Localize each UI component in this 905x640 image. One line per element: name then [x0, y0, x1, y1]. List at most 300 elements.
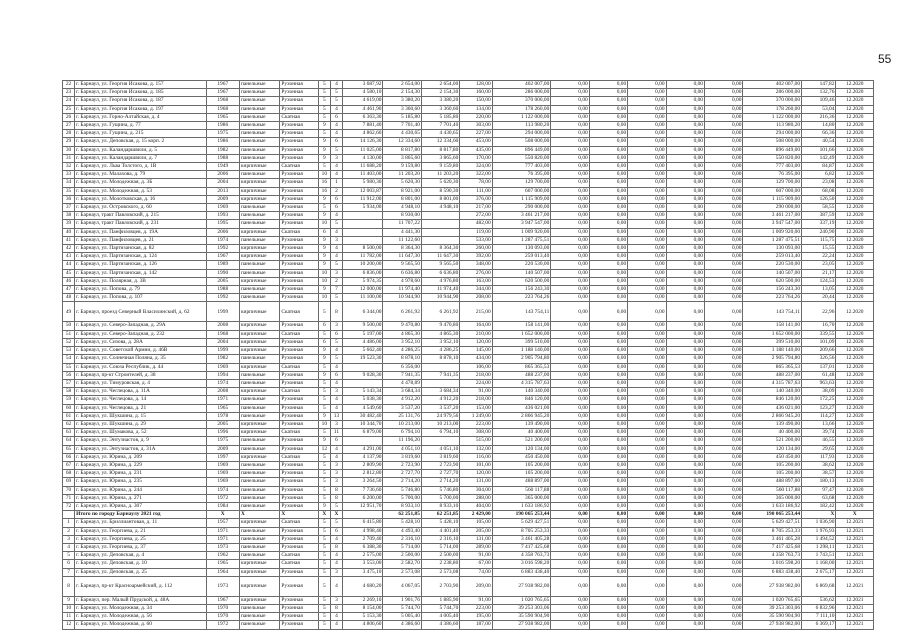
cell-year: 1995 [206, 220, 239, 228]
cell-c4: 0,00 [666, 470, 704, 478]
cell-floors: 9 [318, 154, 330, 162]
cell-area_res2: 1 885,90 [421, 596, 459, 604]
cell-c5: 0,00 [705, 527, 743, 535]
cell-address: г. Барнаул, пр-кт Красноармейский, д. 112 [75, 576, 206, 596]
cell-area_res: 3 684,34 [383, 388, 421, 396]
cell-entrances: 4 [330, 171, 342, 179]
cell-c4: 0,00 [666, 613, 704, 621]
cell-cost_total: 130 093,00 [492, 245, 551, 253]
cell-address: г. Барнаул, ул. Панфиловцев, д. 21 [75, 236, 206, 244]
cell-residents: 131,00 [460, 535, 492, 543]
cell-year_plan: 12.2020 [836, 470, 874, 478]
cell-walls: кирпичные [239, 453, 279, 461]
cell-address: г. Барнаул, ул. Юрина, д. 235 [75, 478, 206, 486]
cell-c5: 0,00 [705, 89, 743, 97]
cell-c6: 1 633 186,92 [743, 502, 802, 510]
cell-area_res2: 2 654,00 [421, 81, 459, 89]
cell-c6: 1 287 475,51 [743, 236, 802, 244]
cell-fund: Скатная [280, 228, 318, 236]
cell-cost_total: 1 633 186,92 [492, 502, 551, 510]
cell-c6: 402 007,00 [743, 81, 802, 89]
cell-c3: 0,00 [628, 130, 666, 138]
cell-area_res2 [421, 236, 459, 244]
cell-residents: 195,00 [460, 613, 492, 621]
cell-floors: 5 [318, 568, 330, 576]
cell-walls: панельные [239, 138, 279, 146]
cell-area_total: 8 154,00 [343, 604, 383, 612]
cell-c7: 963,63 [802, 379, 836, 387]
cell-c4: 0,00 [666, 560, 704, 568]
cell-entrances: 4 [330, 347, 342, 355]
table-row [63, 212, 874, 220]
cell-c4: 0,00 [666, 163, 704, 171]
cell-fund: Рухонная [280, 338, 318, 346]
cell-entrances: 4 [330, 396, 342, 404]
cell-year_plan: 12.2020 [836, 371, 874, 379]
cell-fund: Рухонная [280, 130, 318, 138]
cell-walls: кирпичные [239, 338, 279, 346]
cell-num: 4 [63, 543, 75, 551]
cell-c4: 0,00 [666, 568, 704, 576]
cell-c7: 1 298,11 [802, 543, 836, 551]
cell-cost_total: 607 000,00 [492, 187, 551, 195]
cell-area_res: 5 620,30 [383, 179, 421, 187]
cell-area_total: 11 782,00 [343, 253, 383, 261]
cell-c6: 865 365,53 [743, 363, 802, 371]
cell-residents: 324,00 [460, 163, 492, 171]
cell-residents: 160,00 [460, 89, 492, 97]
cell-c2: 0,00 [589, 294, 627, 302]
cell-c1: 0,00 [551, 261, 589, 269]
cell-year: 1974 [206, 379, 239, 387]
cell-year_plan: 12.2020 [836, 171, 874, 179]
cell-c4: 0,00 [666, 379, 704, 387]
cell-area_res: 8 933,10 [383, 502, 421, 510]
table-row [63, 253, 874, 261]
table-row [63, 302, 874, 322]
cell-c6: 290 000,00 [743, 204, 802, 212]
cell-c1: 0,00 [551, 220, 589, 228]
cell-residents: 348,00 [460, 261, 492, 269]
cell-num: 30 [63, 146, 75, 154]
cell-c3: 0,00 [628, 105, 666, 113]
cell-c7: X [802, 511, 836, 519]
cell-fund: Скатная [280, 388, 318, 396]
cell-area_total: 6 415,80 [343, 519, 383, 527]
cell-walls: панельные [239, 379, 279, 387]
cell-area_res: 2 654,00 [383, 81, 421, 89]
cell-cost_total: 865 365,53 [492, 363, 551, 371]
cell-year_plan: 12.2020 [836, 388, 874, 396]
cell-entrances: 4 [330, 81, 342, 89]
cell-c6: 259 013,40 [743, 253, 802, 261]
cell-c5: 0,00 [705, 396, 743, 404]
cell-c4: 0,00 [666, 220, 704, 228]
cell-walls: кирпичные [239, 322, 279, 330]
cell-address: г. Барнаул, проезд Северный Власихинский, д. 62 [75, 302, 206, 322]
cell-cost_total: 286 000,00 [492, 89, 551, 97]
cell-area_res: 1 901,76 [383, 596, 421, 604]
cell-residents: 163,00 [460, 277, 492, 285]
cell-c7: 216,36 [802, 113, 836, 121]
cell-c5: 0,00 [705, 560, 743, 568]
cell-year_plan: 12.2020 [836, 154, 874, 162]
cell-area_res: 2 316,10 [383, 535, 421, 543]
cell-area_res: 5 185,80 [383, 113, 421, 121]
cell-address: г. Барнаул, ул. Юрина, д. 231 [75, 470, 206, 478]
cell-year_plan: 12.2020 [836, 502, 874, 510]
cell-address: г. Барнаул, ул. Молодежная, д. 60 [75, 621, 206, 629]
cell-c3: 0,00 [628, 404, 666, 412]
cell-c5: 0,00 [705, 228, 743, 236]
cell-residents: 132,00 [460, 445, 492, 453]
cell-area_res2: 2 316,10 [421, 535, 459, 543]
cell-c6: 1 020 765,65 [743, 596, 802, 604]
cell-walls: панельные [239, 543, 279, 551]
cell-c4: 0,00 [666, 338, 704, 346]
cell-area_total: 5 980,30 [343, 179, 383, 187]
cell-residents: 223,00 [460, 420, 492, 428]
table-row [63, 568, 874, 576]
cell-cost_total: 223 764,26 [492, 294, 551, 302]
cell-c1: 0,00 [551, 245, 589, 253]
cell-address: г. Барнаул, ул. Чеглецова, д. 11А [75, 388, 206, 396]
cell-area_res2: 2 500,00 [421, 552, 459, 560]
cell-c7: 22,96 [802, 302, 836, 322]
cell-fund: Рухонная [280, 105, 318, 113]
cell-num: 40 [63, 228, 75, 236]
cell-c6: 1 652 000,00 [743, 330, 802, 338]
cell-c1: 0,00 [551, 453, 589, 461]
cell-c4: 0,00 [666, 113, 704, 121]
cell-floors: 5 [318, 470, 330, 478]
cell-c6: 105 200,00 [743, 461, 802, 469]
cell-fund: Рухонная [280, 347, 318, 355]
cell-year_plan: 12.2021 [836, 527, 874, 535]
cell-area_res: 4 430,65 [383, 130, 421, 138]
cell-residents: 288,00 [460, 494, 492, 502]
cell-c3: 0,00 [628, 146, 666, 154]
table-row [63, 388, 874, 396]
cell-address: г. Барнаул, ул. Георгия Исакова, д. 157 [75, 81, 206, 89]
cell-c6: 40 400,00 [743, 429, 802, 437]
cell-c7: 137,01 [802, 363, 836, 371]
cell-address: г. Барнаул, ул. Молодежная, д. 53 [75, 187, 206, 195]
cell-area_res: 8 921,00 [383, 187, 421, 195]
cell-area_res2: 2 573,08 [421, 568, 459, 576]
cell-c2: 0,00 [589, 220, 627, 228]
cell-entrances: 5 [330, 502, 342, 510]
cell-year: 1971 [206, 535, 239, 543]
cell-walls: панельные [239, 445, 279, 453]
cell-fund: Скатная [280, 113, 318, 121]
cell-c2: 0,00 [589, 363, 627, 371]
cell-area_total: 11 912,00 [343, 195, 383, 203]
cell-num: 51 [63, 330, 75, 338]
cell-residents: 210,00 [460, 330, 492, 338]
cell-address: г. Барнаул, ул. Льва Толстого, д. 1В [75, 163, 206, 171]
cell-walls: кирпичные [239, 347, 279, 355]
cell-c5: 0,00 [705, 236, 743, 244]
cell-year_plan: 12.2021 [836, 568, 874, 576]
cell-num: 69 [63, 478, 75, 486]
cell-entrances: 4 [330, 122, 342, 130]
table-row [63, 105, 874, 113]
cell-area_total: 6 200,00 [343, 494, 383, 502]
cell-year: 1969 [206, 470, 239, 478]
cell-c1: 0,00 [551, 89, 589, 97]
cell-floors: 9 [318, 146, 330, 154]
cell-year: 1997 [206, 453, 239, 461]
cell-c1: 0,00 [551, 236, 589, 244]
cell-floors: 5 [318, 388, 330, 396]
cell-year_plan: 12.2021 [836, 604, 874, 612]
cell-address: г. Барнаул, ул. Партизанская, д. 142 [75, 269, 206, 277]
cell-c5: 0,00 [705, 470, 743, 478]
cell-area_res: 11 203,20 [383, 171, 421, 179]
cell-year: 1968 [206, 105, 239, 113]
cell-area_res2: 4 286,25 [421, 347, 459, 355]
cell-c5: 0,00 [705, 379, 743, 387]
cell-entrances: 3 [330, 568, 342, 576]
cell-c5: 0,00 [705, 420, 743, 428]
cell-walls: кирпичные [239, 330, 279, 338]
cell-area_total: 12 951,70 [343, 502, 383, 510]
cell-area_res2: 5 620,30 [421, 179, 459, 187]
cell-area_res2: 2 723,90 [421, 461, 459, 469]
table-row [63, 89, 874, 97]
table-row [63, 122, 874, 130]
cell-c5: 0,00 [705, 596, 743, 604]
cell-c4: 0,00 [666, 502, 704, 510]
cell-c5: 0,00 [705, 269, 743, 277]
cell-cost_total: 27 938 982,00 [492, 621, 551, 629]
cell-floors: 9 [318, 286, 330, 294]
table-row [63, 355, 874, 363]
cell-walls: панельные [239, 613, 279, 621]
cell-year_plan: 12.2021 [836, 535, 874, 543]
cell-year_plan: 12.2021 [836, 621, 874, 629]
cell-c6: 370 000,00 [743, 97, 802, 105]
cell-area_res: 5 428,10 [383, 519, 421, 527]
cell-cost_total: 290 000,00 [492, 204, 551, 212]
cell-cost_total: 560 117,88 [492, 486, 551, 494]
cell-year_plan: 12.2020 [836, 396, 874, 404]
cell-year_plan: 12.2020 [836, 122, 874, 130]
cell-year: 1967 [206, 253, 239, 261]
cell-c3: 0,00 [628, 363, 666, 371]
cell-num: 70 [63, 486, 75, 494]
cell-residents: 260,00 [460, 245, 492, 253]
cell-c7: 16,70 [802, 322, 836, 330]
cell-num: 11 [63, 613, 75, 621]
cell-year_plan: 12.2020 [836, 286, 874, 294]
cell-num [63, 511, 75, 519]
cell-cost_total: 35 590 904,90 [492, 613, 551, 621]
cell-residents: 170,00 [460, 154, 492, 162]
cell-year_plan: 12.2020 [836, 294, 874, 302]
cell-address: г. Барнаул, ул. Союза Республик, д. 44 [75, 363, 206, 371]
cell-c2: 0,00 [589, 568, 627, 576]
cell-entrances: 5 [330, 97, 342, 105]
cell-area_res: 3 819,60 [383, 453, 421, 461]
cell-fund: Рухонная [280, 195, 318, 203]
cell-c6: 223 764,26 [743, 294, 802, 302]
cell-entrances: 3 [330, 269, 342, 277]
cell-area_res2: 5 428,10 [421, 519, 459, 527]
cell-area_res: 10 944,90 [383, 294, 421, 302]
cell-c7: 2 675,17 [802, 568, 836, 576]
cell-area_res: 8 817,80 [383, 146, 421, 154]
cell-floors: 5 [318, 404, 330, 412]
cell-address: г. Барнаул, ул. Панфиловцев, д. 19А [75, 228, 206, 236]
cell-c4: 0,00 [666, 527, 704, 535]
cell-entrances: 3 [330, 322, 342, 330]
cell-c3: 0,00 [628, 396, 666, 404]
cell-year_plan: 12.2020 [836, 220, 874, 228]
cell-c3: 0,00 [628, 470, 666, 478]
cell-year: 2006 [206, 171, 239, 179]
cell-num: 1 [63, 519, 75, 527]
cell-area_res2: 9 565,50 [421, 261, 459, 269]
cell-c1: 0,00 [551, 543, 589, 551]
cell-c7: 58,55 [802, 204, 836, 212]
cell-area_res2: 62 251,85 [421, 511, 459, 519]
cell-area_res2: 4 912,20 [421, 396, 459, 404]
cell-year: 2009 [206, 445, 239, 453]
cell-walls: панельные [239, 371, 279, 379]
cell-c5: 0,00 [705, 171, 743, 179]
cell-residents: 91,00 [460, 552, 492, 560]
cell-c2: 0,00 [589, 519, 627, 527]
cell-year: 1972 [206, 494, 239, 502]
cell-c7: 115,75 [802, 236, 836, 244]
cell-walls: панельные [239, 154, 279, 162]
cell-address: г. Барнаул, ул. Георгия Исакова, д. 187 [75, 97, 206, 105]
cell-c4: 0,00 [666, 322, 704, 330]
cell-num: 31 [63, 154, 75, 162]
cell-year: 1994 [206, 371, 239, 379]
cell-address: г. Барнаул, пр-кт Строителей, д. 38 [75, 371, 206, 379]
cell-area_res2: 3 380,20 [421, 97, 459, 105]
cell-fund: Рухонная [280, 154, 318, 162]
cell-area_res2: 7 701,40 [421, 122, 459, 130]
cell-c6: 777 403,00 [743, 163, 802, 171]
cell-area_res: 11 707,22 [383, 220, 421, 228]
cell-c7: 536,62 [802, 596, 836, 604]
cell-residents: 150,00 [460, 97, 492, 105]
cell-entrances: 5 [330, 338, 342, 346]
cell-area_res: 2 582,70 [383, 560, 421, 568]
cell-entrances: 6 [330, 330, 342, 338]
cell-year: 2004 [206, 338, 239, 346]
cell-num: 54 [63, 355, 75, 363]
cell-area_res2: 8 801,00 [421, 195, 459, 203]
cell-year: 1968 [206, 330, 239, 338]
cell-floors: 9 [318, 355, 330, 363]
cell-c6: 129 700,00 [743, 179, 802, 187]
cell-c6: 140 507,00 [743, 269, 802, 277]
cell-walls: панельные [239, 261, 279, 269]
cell-residents: 111,00 [460, 187, 492, 195]
cell-floors: 5 [318, 494, 330, 502]
cell-walls: панельные [239, 105, 279, 113]
cell-area_res2: 2 238,80 [421, 560, 459, 568]
cell-c6: 5 629 427,51 [743, 519, 802, 527]
cell-area_res2 [421, 212, 459, 220]
table-row [63, 294, 874, 302]
table-row [63, 613, 874, 621]
cell-c3: 0,00 [628, 560, 666, 568]
cell-year_plan: 12.2021 [836, 552, 874, 560]
cell-area_res2: 8 878,10 [421, 355, 459, 363]
cell-cost_total: 402 007,00 [492, 81, 551, 89]
cell-area_res2: 8 817,80 [421, 146, 459, 154]
cell-c1: 0,00 [551, 379, 589, 387]
cell-year: 1972 [206, 621, 239, 629]
capital-repair-table [62, 80, 874, 630]
cell-area_res: 6 636,80 [383, 269, 421, 277]
cell-c6: 1 009 920,00 [743, 228, 802, 236]
cell-c3: 0,00 [628, 486, 666, 494]
cell-fund: Рухонная [280, 220, 318, 228]
cell-residents: 131,00 [460, 478, 492, 486]
cell-residents: 106,00 [460, 363, 492, 371]
cell-c4: 0,00 [666, 154, 704, 162]
cell-c1: 0,00 [551, 437, 589, 445]
cell-c1: 0,00 [551, 429, 589, 437]
cell-c4: 0,00 [666, 396, 704, 404]
cell-entrances: 4 [330, 363, 342, 371]
cell-cost_total: 3 461 405,28 [492, 535, 551, 543]
table-row [63, 347, 874, 355]
cell-c3: 0,00 [628, 253, 666, 261]
cell-entrances: 5 [330, 519, 342, 527]
cell-c5: 0,00 [705, 277, 743, 285]
cell-fund: Рухонная [280, 568, 318, 576]
cell-c4: 0,00 [666, 437, 704, 445]
cell-c7: 101,66 [802, 146, 836, 154]
cell-c4: 0,00 [666, 453, 704, 461]
cell-c7: 142,49 [802, 154, 836, 162]
cell-area_res2 [421, 228, 459, 236]
cell-floors: 5 [318, 363, 330, 371]
cell-num: 42 [63, 245, 75, 253]
cell-c2: 0,00 [589, 478, 627, 486]
cell-floors: 10 [318, 277, 330, 285]
cell-area_res: 9 159,80 [383, 163, 421, 171]
cell-fund: Рухонная [280, 236, 318, 244]
cell-entrances: 4 [330, 453, 342, 461]
cell-entrances: 4 [330, 228, 342, 236]
cell-year_plan: 12.2021 [836, 560, 874, 568]
cell-c6: 27 938 982,00 [743, 621, 802, 629]
cell-area_res2: 4 386,60 [421, 621, 459, 629]
cell-area_total: 9 028,30 [343, 371, 383, 379]
cell-num: 55 [63, 363, 75, 371]
cell-c4: 0,00 [666, 286, 704, 294]
cell-c5: 0,00 [705, 97, 743, 105]
cell-area_total: 5 662,40 [343, 347, 383, 355]
cell-c1: 0,00 [551, 478, 589, 486]
cell-area_res2: 4 051,10 [421, 445, 459, 453]
cell-residents: 376,00 [460, 195, 492, 203]
cell-num: 65 [63, 445, 75, 453]
cell-c1: 0,00 [551, 179, 589, 187]
cell-fund: Рухонная [280, 535, 318, 543]
cell-c3: 0,00 [628, 277, 666, 285]
cell-c5: 0,00 [705, 543, 743, 551]
